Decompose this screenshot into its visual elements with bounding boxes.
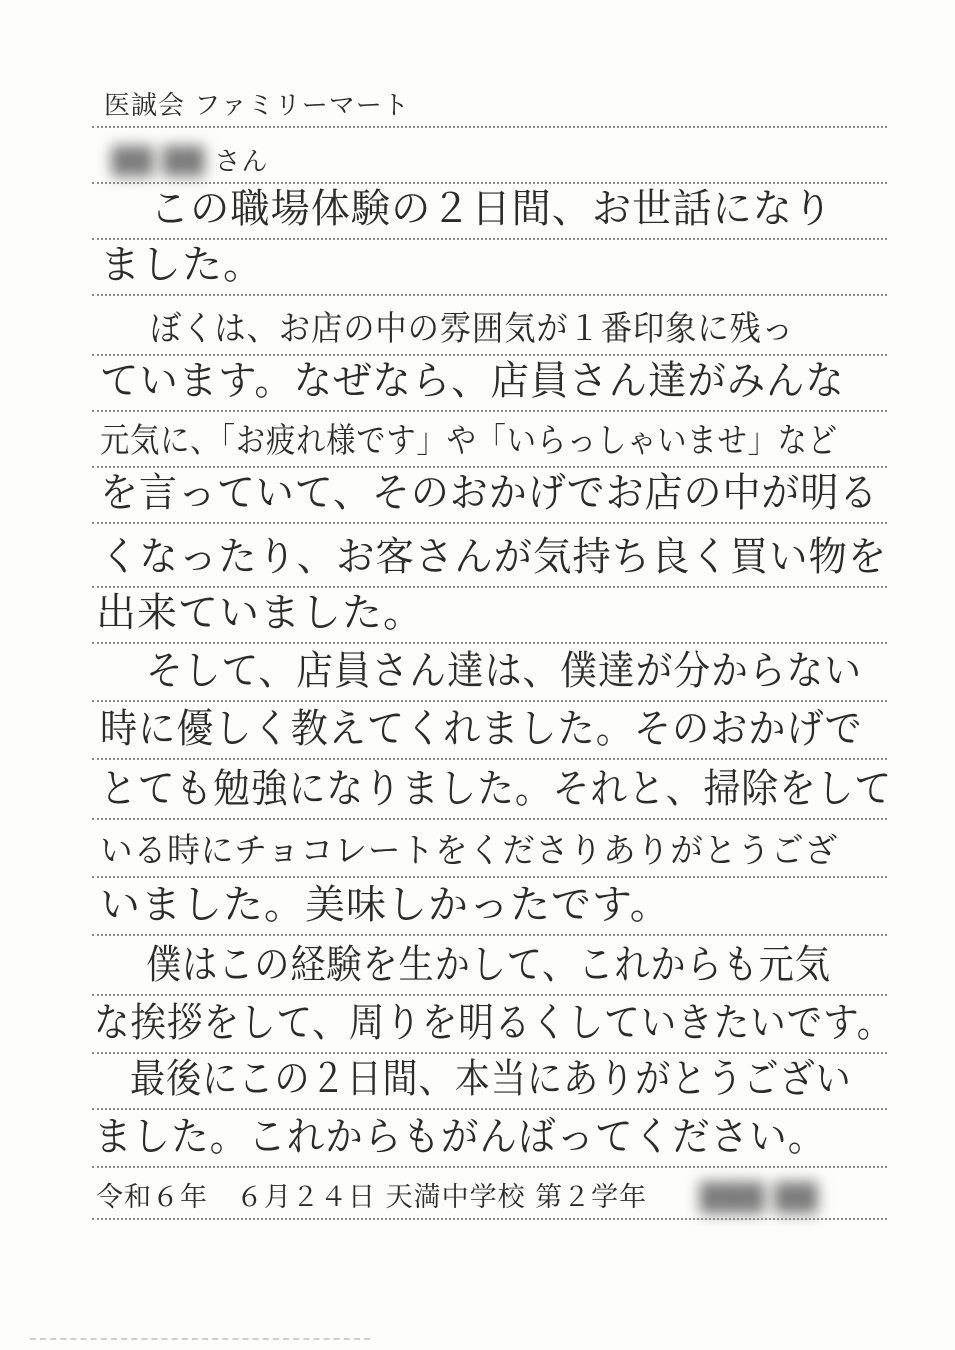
redacted-signature: ███ ██ — [700, 1183, 819, 1214]
body-line: な挨拶をして、周りを明るくしていきたいです。 — [94, 1000, 894, 1046]
body-line: この職場体験の２日間、お世話になり — [150, 186, 834, 232]
letter-line — [0, 468, 955, 524]
letter-line — [0, 184, 955, 240]
page-edge-dash — [30, 1338, 370, 1340]
letter-line — [0, 996, 955, 1054]
letter-line — [0, 936, 955, 996]
body-line: ぼくは、お店の中の雰囲気が１番印象に残っ — [150, 309, 794, 349]
date-school: 令和６年 ６月２４日 天満中学校 第２学年 — [96, 1182, 648, 1213]
body-line: 最後にこの２日間、本当にありがとうござい — [130, 1056, 852, 1102]
letter-line — [0, 240, 955, 296]
recipient-suffix: さん — [214, 147, 269, 177]
recipient-line — [112, 141, 269, 178]
body-line: とても勉強になりました。それと、掃除をして — [100, 766, 893, 812]
redacted-recipient-name: ██ ██ — [112, 147, 206, 177]
body-line: 時に優しく教えてくれました。そのおかげで — [100, 706, 863, 752]
letter-line — [0, 72, 955, 128]
letter-line — [0, 296, 955, 356]
body-line: そして、店員さん達は、僕達が分からない — [146, 648, 862, 694]
letter-line — [0, 760, 955, 820]
letter-line — [0, 588, 955, 644]
body-line: ています。なぜなら、店員さん達がみんな — [100, 358, 845, 404]
letter-line — [0, 878, 955, 936]
ruled-line — [92, 1218, 887, 1220]
recipient-org: 医誠会 ファミリーマート — [104, 91, 410, 121]
body-line: 出来ていました。 — [96, 590, 424, 636]
letter-line — [0, 128, 955, 184]
letter-line — [0, 1168, 955, 1220]
body-line: いる時にチョコレートをくださりありがとうござ — [100, 831, 839, 871]
letter-line — [0, 356, 955, 412]
letter-line — [0, 1054, 955, 1110]
letter-line — [0, 524, 955, 588]
letter-line — [0, 1110, 955, 1168]
body-line: いました。美味しかったです。 — [100, 882, 671, 928]
body-line: ました。 — [100, 242, 264, 288]
body-line: 元気に、「お疲れ様です」や「いらっしゃいませ」など — [100, 421, 838, 461]
letter-line — [0, 644, 955, 702]
signature — [700, 1183, 818, 1214]
body-line: くなったり、お客さんが気持ち良く買い物を — [100, 534, 888, 580]
body-line: ました。これからもがんばってください。 — [94, 1114, 827, 1160]
letter-line — [0, 412, 955, 468]
body-line: 僕はこの経験を生かして、これからも元気 — [146, 942, 831, 988]
letter-line — [0, 702, 955, 760]
letter-line — [0, 820, 955, 878]
body-line: を言っていて、そのおかげでお店の中が明る — [100, 470, 879, 516]
